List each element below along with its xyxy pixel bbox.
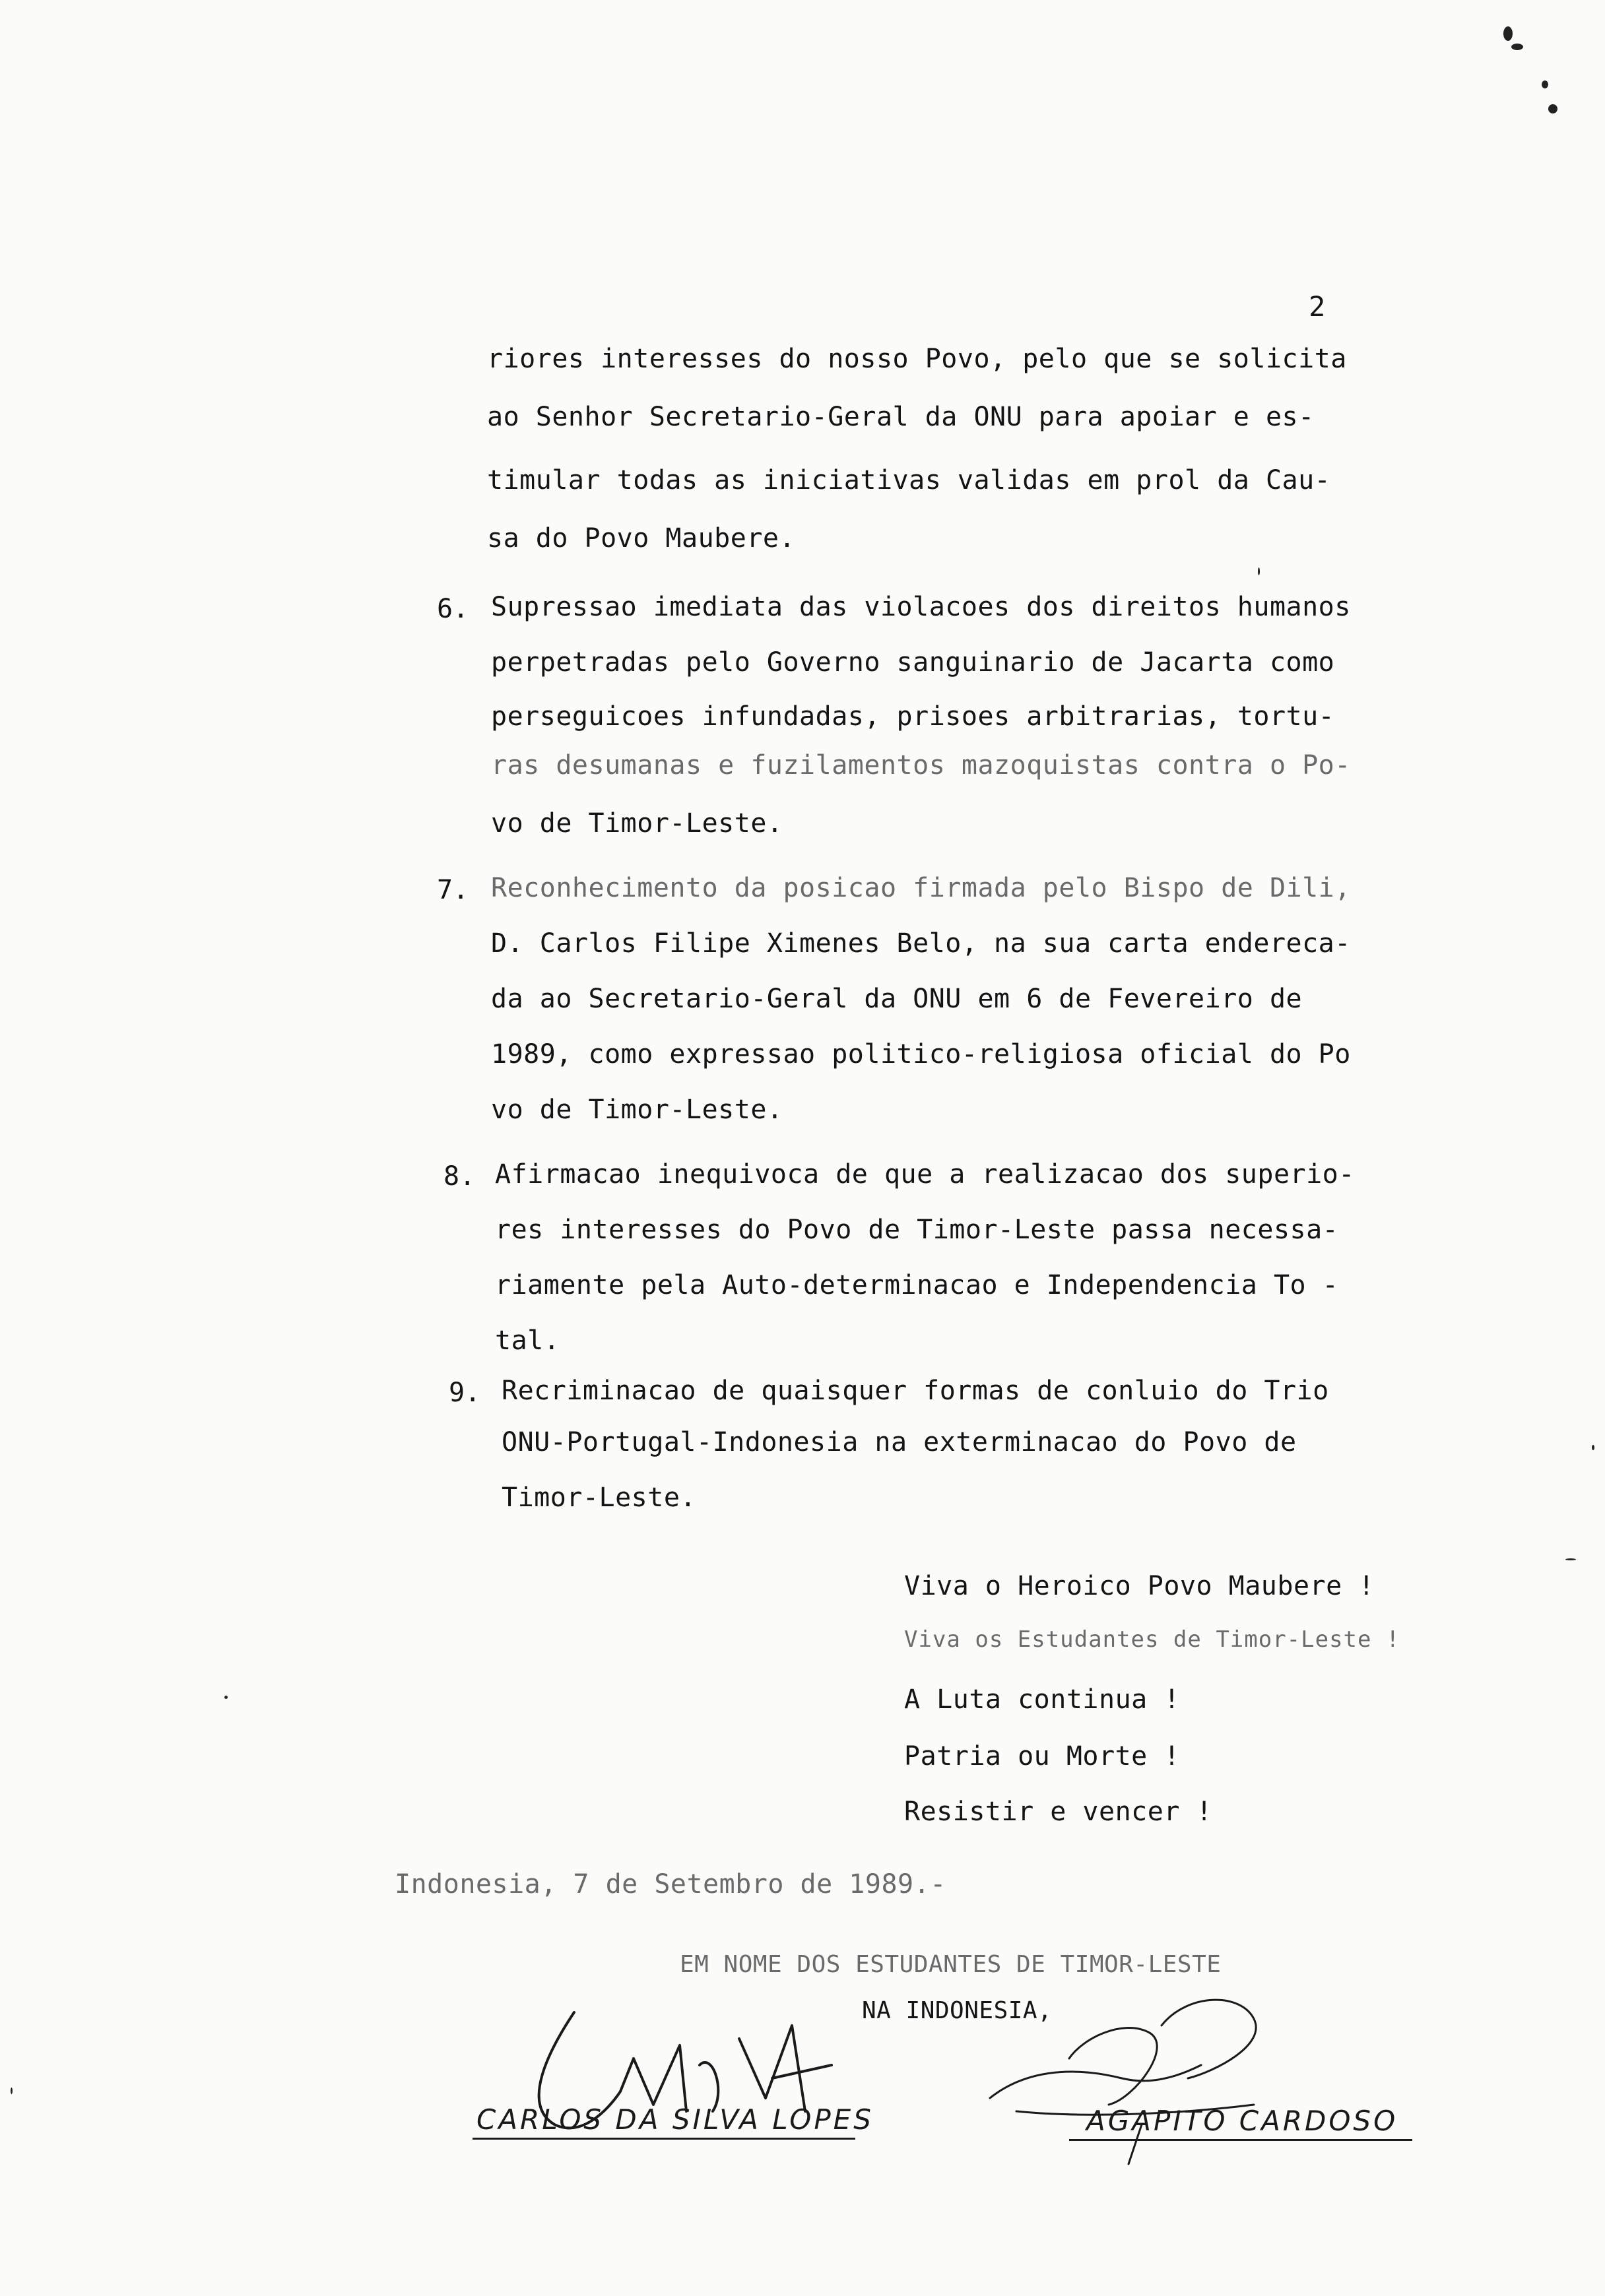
continuation-line: sa do Povo Maubere. — [487, 523, 796, 554]
item-line: Reconhecimento da posicao firmada pelo Bispo de Dili, — [491, 873, 1351, 903]
corner-mark — [1548, 104, 1557, 113]
on-behalf-line: NA INDONESIA, — [862, 1997, 1053, 2024]
item-line: Recriminacao de quaisquer formas de conluio do Trio — [502, 1376, 1329, 1406]
page-number: 2 — [1309, 290, 1326, 323]
item-line: D. Carlos Filipe Ximenes Belo, na sua carta endereca- — [491, 928, 1351, 959]
corner-mark — [1503, 26, 1513, 41]
signatory-name: AGAPITO CARDOSO — [1086, 2105, 1398, 2137]
item-line: Timor-Leste. — [502, 1483, 696, 1513]
item-line: tal. — [495, 1325, 560, 1356]
signature-line — [1069, 2139, 1412, 2141]
item-line: ras desumanas e fuzilamentos mazoquistas contra o Po- — [491, 750, 1351, 781]
item-line: vo de Timor-Leste. — [491, 808, 783, 839]
slogan: Viva o Heroico Povo Maubere ! — [904, 1571, 1375, 1601]
slogan: Patria ou Morte ! — [904, 1741, 1180, 1771]
item-number: 9. — [449, 1378, 481, 1408]
item-line: riamente pela Auto-determinacao e Independencia To - — [495, 1270, 1339, 1300]
item-line: da ao Secretario-Geral da ONU em 6 de Fevereiro de — [491, 984, 1303, 1014]
on-behalf-line: EM NOME DOS ESTUDANTES DE TIMOR-LESTE — [680, 1951, 1222, 1978]
signatory-name: CARLOS DA SILVA LOPES — [476, 2103, 874, 2136]
item-line: Supressao imediata das violacoes dos direitos humanos — [491, 592, 1351, 622]
speck — [224, 1696, 228, 1699]
dateline: Indonesia, 7 de Setembro de 1989.- — [395, 1869, 946, 1899]
corner-mark — [1511, 44, 1523, 50]
speck — [1592, 1445, 1594, 1450]
continuation-line: ao Senhor Secretario-Geral da ONU para apoiar e es- — [487, 402, 1315, 432]
speck — [11, 2088, 13, 2094]
item-number: 7. — [437, 875, 469, 905]
slogan: Viva os Estudantes de Timor-Leste ! — [904, 1626, 1400, 1653]
item-number: 8. — [443, 1161, 476, 1192]
item-line: perpetradas pelo Governo sanguinario de Jacarta como — [491, 647, 1335, 678]
slogan: A Luta continua ! — [904, 1684, 1180, 1715]
speck — [1565, 1558, 1576, 1560]
continuation-line: timular todas as iniciativas validas em prol da Cau- — [487, 465, 1331, 495]
signature-line — [473, 2138, 855, 2140]
item-line: ONU-Portugal-Indonesia na exterminacao do Povo de — [502, 1427, 1297, 1457]
slogan: Resistir e vencer ! — [904, 1797, 1213, 1827]
item-line: vo de Timor-Leste. — [491, 1095, 783, 1125]
speck — [1258, 567, 1260, 575]
signature-scribble — [977, 1979, 1320, 2171]
item-line: perseguicoes infundadas, prisoes arbitrarias, tortu- — [491, 701, 1335, 732]
corner-mark — [1542, 80, 1548, 88]
item-line: res interesses do Povo de Timor-Leste passa necessa- — [495, 1215, 1339, 1245]
item-number: 6. — [437, 594, 469, 624]
item-line: Afirmacao inequivoca de que a realizacao dos superio- — [495, 1159, 1355, 1190]
item-line: 1989, como expressao politico-religiosa oficial do Po — [491, 1039, 1351, 1069]
continuation-line: riores interesses do nosso Povo, pelo que se solicita — [487, 344, 1347, 374]
